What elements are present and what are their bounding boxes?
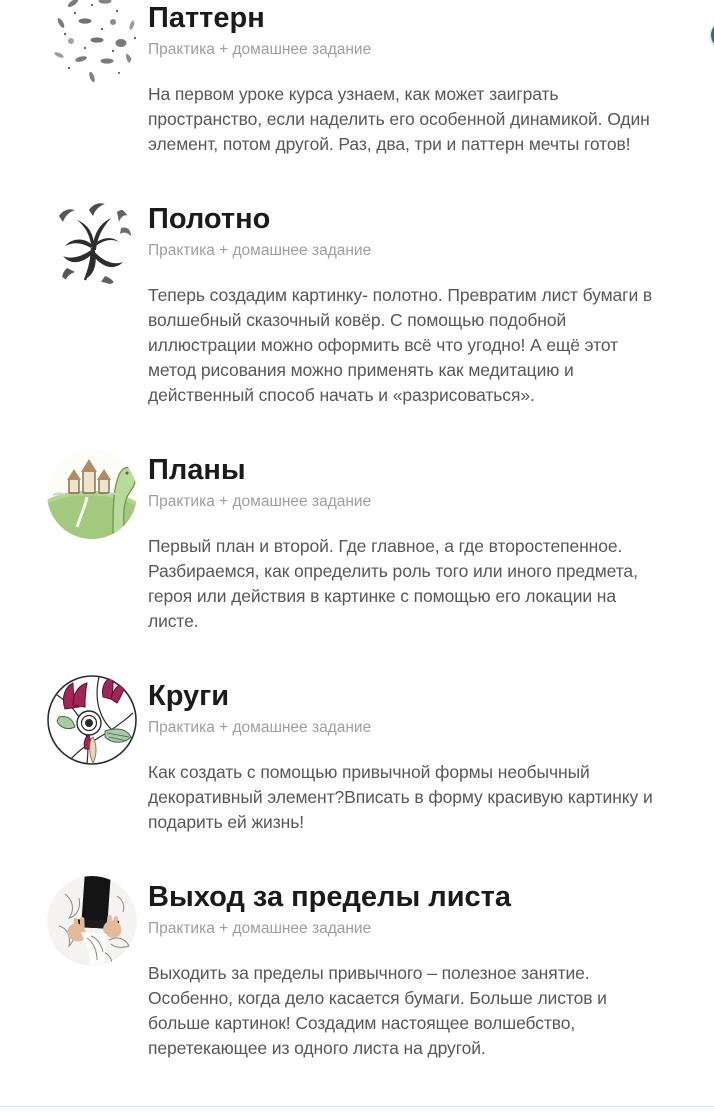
- lesson-subtitle: Практика + домашнее задание: [148, 719, 372, 736]
- lesson-description: Первый план и второй. Где главное, а где второстепенное. Разбираемся, как определить роль того или иного предмета, героя или действия в картинке с помощью его локации на листе.: [148, 536, 638, 631]
- lesson-description: На первом уроке курса узнаем, как может заиграть пространство, если наделить его особенной динамикой. Один элемент, потом другой. Раз, два, три и паттерн мечты готов!: [148, 84, 650, 154]
- lesson-title: Паттерн: [148, 2, 265, 34]
- lesson-item-canvas: [0, 203, 714, 408]
- lesson-title: Круги: [148, 680, 230, 712]
- lesson-description: Как создать с помощью привычной формы необычный декоративный элемент?Вписать в форму красивую картинку и подарить ей жизнь!: [148, 762, 653, 832]
- lesson-subtitle: Практика + домашнее задание: [148, 920, 372, 937]
- lesson-title: Полотно: [148, 203, 271, 235]
- hands-drawing-photo-icon: [47, 876, 137, 966]
- floral-circle-icon: [47, 675, 137, 765]
- lesson-item-pattern: [0, 2, 714, 157]
- lesson-description: Теперь создадим картинку- полотно. Превратим лист бумаги в волшебный сказочный ковёр. С помощью подобной иллюстрации можно оформить всё что угодно! А ещё этот метод рисования можно применять как медитацию и действенный способ начать и «разрисоваться».: [148, 285, 653, 405]
- lesson-subtitle: Практика + домашнее задание: [148, 242, 372, 259]
- lesson-subtitle: Практика + домашнее задание: [148, 41, 372, 58]
- lesson-title: Выход за пределы листа: [148, 881, 511, 913]
- lesson-item-circles: [0, 680, 714, 835]
- lesson-item-plans: [0, 454, 714, 634]
- lesson-subtitle: Практика + домашнее задание: [148, 493, 372, 510]
- lesson-item-beyond-sheet: [0, 881, 714, 1061]
- next-section-edge: [0, 1106, 714, 1112]
- ink-plant-icon: [47, 198, 137, 288]
- pattern-dots-icon: [47, 0, 137, 83]
- lesson-title: Планы: [148, 454, 246, 486]
- hill-houses-icon: [47, 449, 137, 539]
- lesson-description: Выходить за пределы привычного – полезное занятие. Особенно, когда дело касается бумаги. Больше листов и больше картинок! Создадим настоящее волшебство, перетекающее из одного листа на другой.: [148, 963, 607, 1058]
